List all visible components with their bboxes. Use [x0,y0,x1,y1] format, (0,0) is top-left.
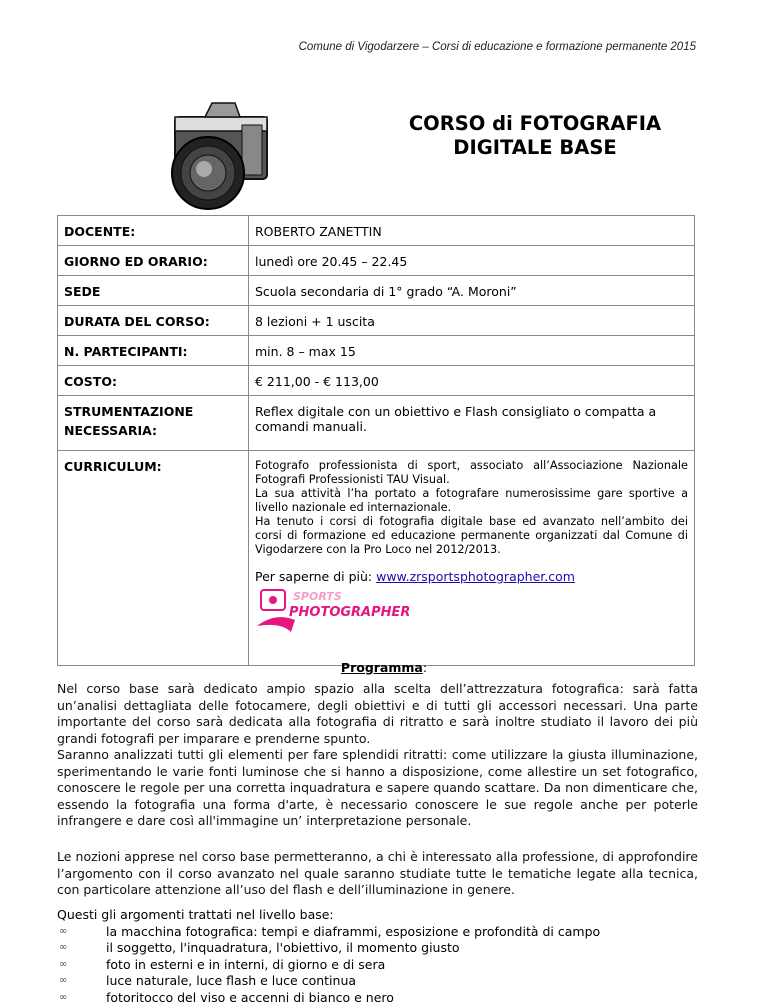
info-row-partecipanti [58,336,695,366]
info-label: DURATA DEL CORSO: [58,306,249,336]
infinity-bullet-icon: ∞ [57,924,106,941]
title-line-2: DIGITALE BASE [380,136,690,160]
website-link[interactable]: www.zrsportsphotographer.com [376,569,575,584]
list-item [57,940,600,957]
infinity-bullet-icon: ∞ [57,940,106,957]
info-row-costo [58,366,695,396]
info-value: Scuola secondaria di 1° grado “A. Moroni” [249,276,695,306]
topics-list [57,907,600,1006]
page-title [380,112,690,160]
list-item-text: fotoritocco del viso e accenni di bianco e nero [106,990,394,1006]
sports-photographer-logo [255,586,385,638]
svg-text:PHOTOGRAPHER: PHOTOGRAPHER [289,605,410,620]
info-value: 8 lezioni + 1 uscita [249,306,695,336]
info-row-orario [58,246,695,276]
info-label: COSTO: [58,366,249,396]
info-row-strumentazione [58,396,695,451]
infinity-bullet-icon: ∞ [57,957,106,974]
curriculum-text: La sua attività l’ha portato a fotografare numerosissime gare sportive a livello nazionale ed internazionale. [255,487,688,515]
list-item-text: luce naturale, luce flash e luce continua [106,973,356,990]
camera-illustration [160,95,280,215]
title-line-1: CORSO di FOTOGRAFIA [380,112,690,136]
info-value: Reflex digitale con un obiettivo e Flash consigliato o compatta a comandi manuali. [249,396,695,451]
label-line-1: STRUMENTAZIONE [64,401,242,423]
topics-intro: Questi gli argomenti trattati nel livello base: [57,907,600,924]
list-item [57,924,600,941]
infinity-bullet-icon: ∞ [57,973,106,990]
page-header: Comune di Vigodarzere – Corsi di educazione e formazione permanente 2015 [299,41,696,53]
list-item [57,973,600,990]
curriculum-text: Fotografo professionista di sport, associato all’Associazione Nazionale Fotografi Professionisti TAU Visual. [255,459,688,487]
list-item-text: il soggetto, l'inquadratura, l'obiettivo, il momento giusto [106,940,460,957]
svg-text:SPORTS: SPORTS [293,590,342,603]
curriculum-cell [249,451,695,666]
info-label: DOCENTE: [58,216,249,246]
info-value: min. 8 – max 15 [249,336,695,366]
info-row-durata [58,306,695,336]
more-info [255,569,688,584]
program-heading [0,660,768,675]
info-label [58,396,249,451]
program-heading-text: Programma [341,660,423,675]
program-heading-colon: : [423,660,427,675]
paragraph: Saranno analizzati tutti gli elementi per fare splendidi ritratti: come utilizzare la giusta illuminazione, sperimentando le varie fonti luminose che si hanno a disposizione, come allestire un set fotografico, conoscere le regole per una corretta inquadratura e sapere quando scattare. Da non dimenticare che, essendo la fotografia una forma d'arte, è necessario conoscere le sue regole anche per poterle infrangere e dare così all'immagine un’ interpretazione personale. [57,747,698,830]
list-item [57,957,600,974]
infinity-bullet-icon: ∞ [57,990,106,1006]
info-label: SEDE [58,276,249,306]
label-line-2: NECESSARIA: [64,420,242,442]
info-row-curriculum [58,451,695,666]
info-value: € 211,00 - € 113,00 [249,366,695,396]
list-item [57,990,600,1006]
paragraph: Le nozioni apprese nel corso base permetteranno, a chi è interessato alla professione, di approfondire l’argomento con il corso avanzato nel quale saranno studiate tutte le tematiche legate alla tecnica, con particolare attenzione all’uso del flash e dell’illuminazione in genere. [57,849,698,899]
curriculum-text: Ha tenuto i corsi di fotografia digitale base ed avanzato nell’ambito dei corsi di formazione ed educazione permanente organizzati dal Comune di Vigodarzere con la Pro Loco nel 2012/2013. [255,515,688,557]
info-label: GIORNO ED ORARIO: [58,246,249,276]
list-item-text: la macchina fotografica: tempi e diaframmi, esposizione e profondità di campo [106,924,600,941]
info-row-docente [58,216,695,246]
program-advanced-note [57,849,698,899]
info-value: ROBERTO ZANETTIN [249,216,695,246]
paragraph: Nel corso base sarà dedicato ampio spazio alla scelta dell’attrezzatura fotografica: sarà fatta un’analisi dettagliata delle fotocamere, degli obiettivi e di tutti gli accessori necessari. Una parte importante del corso sarà dedicata alla fotografia di ritratto e sarà inoltre studiato il lavoro dei più grandi fotografi per imparare e prenderne spunto. [57,681,698,747]
program-description [57,681,698,830]
list-item-text: foto in esterni e in interni, di giorno e di sera [106,957,385,974]
info-label: N. PARTECIPANTI: [58,336,249,366]
info-value: lunedì ore 20.45 – 22.45 [249,246,695,276]
more-info-label: Per saperne di più: [255,569,376,584]
info-label: CURRICULUM: [58,451,249,666]
course-info-table [57,215,695,666]
info-row-sede [58,276,695,306]
